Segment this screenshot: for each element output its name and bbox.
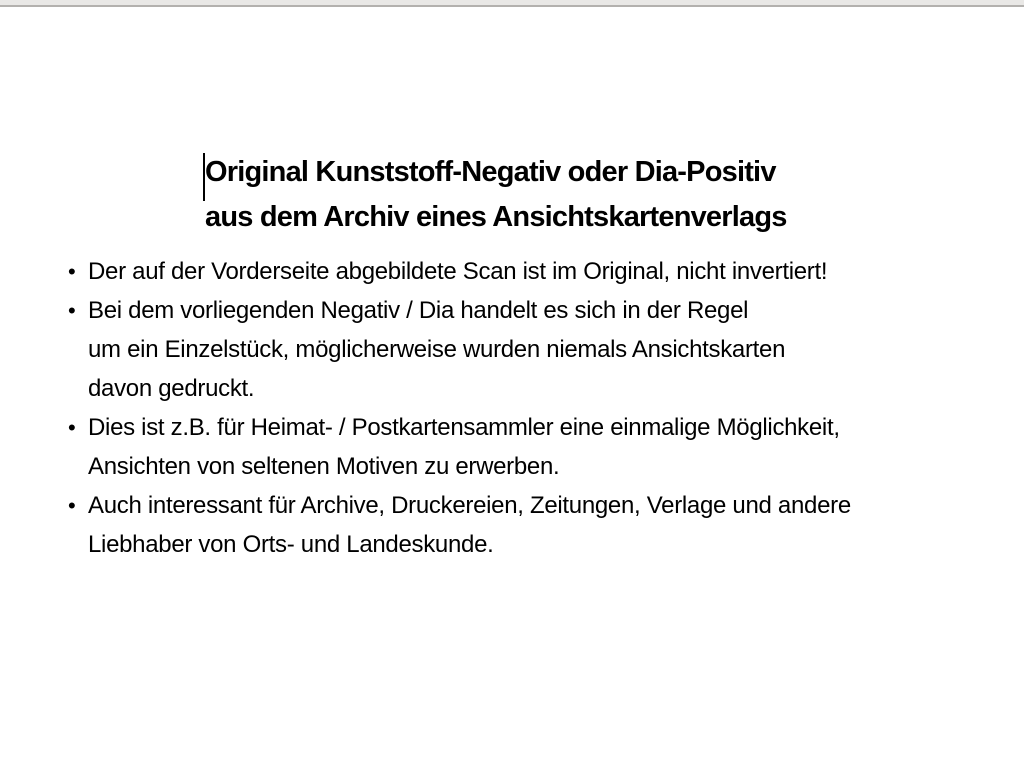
bullet-line: Auch interessant für Archive, Druckereien, Zeitungen, Verlage und andere	[88, 492, 851, 519]
bullet-icon: •	[68, 259, 76, 284]
bullet-line: Ansichten von seltenen Motiven zu erwerben.	[88, 453, 560, 480]
top-edge-band	[0, 0, 1024, 7]
list-item	[68, 252, 851, 291]
bullet-line: Liebhaber von Orts- und Landeskunde.	[88, 531, 494, 558]
bullet-line: um ein Einzelstück, möglicherweise wurden niemals Ansichtskarten	[88, 336, 786, 363]
bullet-list	[68, 252, 851, 564]
bullet-line: Bei dem vorliegenden Negativ / Dia handelt es sich in der Regel	[88, 297, 749, 324]
bullet-line: Der auf der Vorderseite abgebildete Scan ist im Original, nicht invertiert!	[88, 258, 828, 285]
list-item	[68, 408, 851, 486]
bullet-line: davon gedruckt.	[88, 375, 255, 402]
bullet-icon: •	[68, 493, 76, 518]
list-item	[68, 291, 851, 408]
title-line-1: Original Kunststoff-Negativ oder Dia-Positiv	[205, 156, 776, 188]
bullet-line: Dies ist z.B. für Heimat- / Postkartensammler eine einmalige Möglichkeit,	[88, 414, 840, 441]
title-line-2: aus dem Archiv eines Ansichtskartenverlags	[205, 201, 787, 233]
list-item	[68, 486, 851, 564]
bullet-icon: •	[68, 298, 76, 323]
bullet-icon: •	[68, 415, 76, 440]
page-title	[205, 150, 787, 240]
